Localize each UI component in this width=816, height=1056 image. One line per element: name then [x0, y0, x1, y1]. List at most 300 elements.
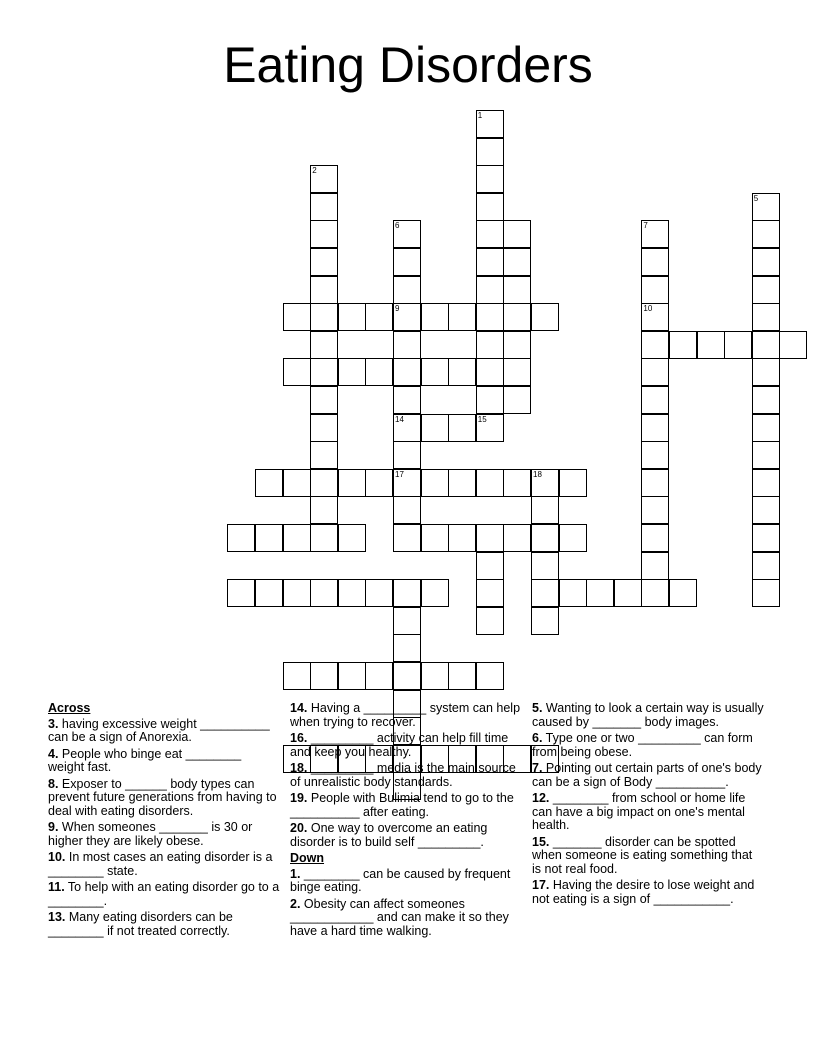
cell-letter-input[interactable]: [449, 663, 475, 689]
cell-letter-input[interactable]: [642, 277, 668, 303]
grid-cell[interactable]: [752, 579, 780, 607]
cell-letter-input[interactable]: [284, 525, 310, 551]
grid-cell[interactable]: [476, 165, 504, 193]
grid-cell[interactable]: [338, 469, 366, 497]
grid-cell[interactable]: [503, 220, 531, 248]
cell-letter-input[interactable]: [477, 249, 503, 275]
cell-letter-input[interactable]: [228, 525, 254, 551]
grid-cell[interactable]: [586, 579, 614, 607]
grid-cell[interactable]: [227, 579, 255, 607]
cell-letter-input[interactable]: [753, 332, 779, 358]
grid-cell[interactable]: [255, 579, 283, 607]
grid-cell[interactable]: [559, 524, 587, 552]
cell-letter-input[interactable]: [394, 249, 420, 275]
cell-letter-input[interactable]: [698, 332, 724, 358]
grid-cell[interactable]: [641, 331, 669, 359]
grid-cell[interactable]: [393, 441, 421, 469]
grid-cell[interactable]: [421, 469, 449, 497]
grid-cell[interactable]: [752, 386, 780, 414]
grid-cell[interactable]: [752, 220, 780, 248]
grid-cell[interactable]: [559, 579, 587, 607]
grid-cell[interactable]: [531, 524, 559, 552]
cell-letter-input[interactable]: [477, 608, 503, 634]
cell-letter-input[interactable]: [366, 470, 392, 496]
cell-letter-input[interactable]: [477, 221, 503, 247]
grid-cell[interactable]: [752, 441, 780, 469]
cell-letter-input[interactable]: [725, 332, 751, 358]
cell-letter-input[interactable]: [311, 277, 337, 303]
clue-text: ________ from school or home life can have a big impact on one's mental health.: [532, 791, 746, 832]
grid-cell[interactable]: [752, 358, 780, 386]
grid-cell[interactable]: [310, 220, 338, 248]
grid-cell[interactable]: [697, 331, 725, 359]
cell-letter-input[interactable]: [477, 553, 503, 579]
clue-number-label: 14: [395, 414, 404, 424]
cell-letter-input[interactable]: [504, 221, 530, 247]
grid-cell[interactable]: [641, 496, 669, 524]
grid-cell[interactable]: [476, 110, 504, 138]
grid-cell[interactable]: [310, 524, 338, 552]
cell-letter-input[interactable]: [753, 194, 779, 220]
grid-cell[interactable]: [310, 165, 338, 193]
grid-cell[interactable]: [641, 469, 669, 497]
clue-number-label: 10: [643, 304, 653, 314]
clue-number: 9.: [48, 820, 59, 834]
cell-letter-input[interactable]: [642, 221, 668, 247]
grid-cell[interactable]: [393, 358, 421, 386]
cell-letter-input[interactable]: [394, 470, 420, 496]
grid-cell[interactable]: [669, 579, 697, 607]
grid-cell[interactable]: [752, 414, 780, 442]
grid-cell[interactable]: [531, 303, 559, 331]
grid-cell[interactable]: [421, 414, 449, 442]
grid-cell[interactable]: [393, 607, 421, 635]
grid-cell[interactable]: [310, 331, 338, 359]
grid-cell[interactable]: [752, 193, 780, 221]
cell-letter-input[interactable]: [339, 359, 365, 385]
cell-letter-input[interactable]: [311, 359, 337, 385]
grid-cell[interactable]: [503, 276, 531, 304]
cell-letter-input[interactable]: [560, 470, 586, 496]
cell-letter-input[interactable]: [311, 221, 337, 247]
cell-letter-input[interactable]: [753, 580, 779, 606]
cell-letter-input[interactable]: [504, 525, 530, 551]
grid-cell[interactable]: [503, 331, 531, 359]
clue-text: Pointing out certain parts of one's body can be a sign of Body __________.: [532, 761, 762, 789]
cell-letter-input[interactable]: [311, 580, 337, 606]
grid-cell[interactable]: [724, 331, 752, 359]
grid-cell[interactable]: [476, 469, 504, 497]
grid-cell[interactable]: [448, 358, 476, 386]
grid-cell[interactable]: [227, 524, 255, 552]
cell-letter-input[interactable]: [753, 415, 779, 441]
cell-letter-input[interactable]: [449, 525, 475, 551]
cell-letter-input[interactable]: [477, 332, 503, 358]
cell-letter-input[interactable]: [339, 525, 365, 551]
grid-cell[interactable]: [448, 414, 476, 442]
cell-letter-input[interactable]: [366, 580, 392, 606]
cell-letter-input[interactable]: [422, 304, 448, 330]
cell-letter-input[interactable]: [256, 470, 282, 496]
cell-letter-input[interactable]: [642, 332, 668, 358]
cell-letter-input[interactable]: [753, 470, 779, 496]
grid-cell[interactable]: [503, 248, 531, 276]
cell-letter-input[interactable]: [366, 304, 392, 330]
grid-cell[interactable]: [503, 358, 531, 386]
cell-letter-input[interactable]: [311, 332, 337, 358]
grid-cell[interactable]: [476, 220, 504, 248]
cell-letter-input[interactable]: [394, 359, 420, 385]
cell-letter-input[interactable]: [394, 442, 420, 468]
cell-letter-input[interactable]: [339, 304, 365, 330]
grid-cell[interactable]: [641, 441, 669, 469]
cell-letter-input[interactable]: [753, 442, 779, 468]
cell-letter-input[interactable]: [394, 663, 420, 689]
cell-letter-input[interactable]: [311, 304, 337, 330]
grid-cell[interactable]: [476, 331, 504, 359]
grid-cell[interactable]: [752, 524, 780, 552]
grid-cell[interactable]: [393, 496, 421, 524]
grid-cell[interactable]: [421, 579, 449, 607]
grid-cell[interactable]: [310, 414, 338, 442]
grid-cell[interactable]: [641, 579, 669, 607]
clue-number-label: 9: [395, 304, 400, 314]
clue-number: 11.: [48, 880, 65, 894]
grid-cell[interactable]: [310, 579, 338, 607]
cell-letter-input[interactable]: [753, 221, 779, 247]
grid-cell[interactable]: [255, 469, 283, 497]
grid-cell[interactable]: [283, 662, 311, 690]
cell-letter-input[interactable]: [642, 525, 668, 551]
cell-letter-input[interactable]: [339, 470, 365, 496]
cell-letter-input[interactable]: [394, 387, 420, 413]
grid-cell[interactable]: [338, 358, 366, 386]
grid-cell[interactable]: [476, 138, 504, 166]
grid-cell[interactable]: [421, 358, 449, 386]
cell-letter-input[interactable]: [587, 580, 613, 606]
grid-cell[interactable]: [503, 524, 531, 552]
grid-cell[interactable]: [393, 662, 421, 690]
grid-cell[interactable]: [531, 469, 559, 497]
cell-letter-input[interactable]: [394, 332, 420, 358]
cell-letter-input[interactable]: [504, 470, 530, 496]
cell-letter-input[interactable]: [504, 332, 530, 358]
cell-letter-input[interactable]: [394, 277, 420, 303]
grid-cell[interactable]: [310, 662, 338, 690]
cell-letter-input[interactable]: [256, 525, 282, 551]
grid-cell[interactable]: [476, 248, 504, 276]
grid-cell[interactable]: [641, 303, 669, 331]
grid-cell[interactable]: [448, 662, 476, 690]
cell-letter-input[interactable]: [339, 580, 365, 606]
cell-letter-input[interactable]: [753, 249, 779, 275]
clue-item: [48, 911, 280, 938]
grid-cell[interactable]: [310, 496, 338, 524]
cell-letter-input[interactable]: [339, 663, 365, 689]
grid-cell[interactable]: [476, 276, 504, 304]
cell-letter-input[interactable]: [642, 442, 668, 468]
clue-item: [48, 851, 280, 878]
cell-letter-input[interactable]: [311, 497, 337, 523]
grid-cell[interactable]: [421, 662, 449, 690]
grid-cell[interactable]: [448, 303, 476, 331]
grid-cell[interactable]: [476, 552, 504, 580]
cell-letter-input[interactable]: [394, 635, 420, 661]
grid-cell[interactable]: [283, 358, 311, 386]
grid-cell[interactable]: [476, 414, 504, 442]
grid-cell[interactable]: [365, 303, 393, 331]
grid-cell[interactable]: [531, 607, 559, 635]
grid-cell[interactable]: [393, 414, 421, 442]
cell-letter-input[interactable]: [642, 359, 668, 385]
grid-cell[interactable]: [310, 386, 338, 414]
cell-letter-input[interactable]: [394, 497, 420, 523]
grid-cell[interactable]: [641, 386, 669, 414]
grid-cell[interactable]: [421, 524, 449, 552]
grid-cell[interactable]: [476, 607, 504, 635]
grid-cell[interactable]: [283, 303, 311, 331]
cell-letter-input[interactable]: [753, 304, 779, 330]
cell-letter-input[interactable]: [642, 387, 668, 413]
grid-cell[interactable]: [531, 579, 559, 607]
cell-letter-input[interactable]: [504, 304, 530, 330]
clue-number: 13.: [48, 910, 66, 924]
cell-letter-input[interactable]: [311, 470, 337, 496]
cell-letter-input[interactable]: [366, 359, 392, 385]
grid-cell[interactable]: [365, 358, 393, 386]
grid-cell[interactable]: [338, 579, 366, 607]
grid-cell[interactable]: [255, 524, 283, 552]
clue-item: [48, 748, 280, 775]
cell-letter-input[interactable]: [532, 553, 558, 579]
grid-cell[interactable]: [310, 441, 338, 469]
cell-letter-input[interactable]: [753, 277, 779, 303]
cell-letter-input[interactable]: [477, 387, 503, 413]
grid-cell[interactable]: [476, 524, 504, 552]
cell-letter-input[interactable]: [256, 580, 282, 606]
cell-letter-input[interactable]: [311, 387, 337, 413]
cell-letter-input[interactable]: [311, 194, 337, 220]
cell-letter-input[interactable]: [753, 359, 779, 385]
cell-letter-input[interactable]: [422, 415, 448, 441]
grid-cell[interactable]: [641, 358, 669, 386]
cell-letter-input[interactable]: [477, 111, 503, 137]
cell-letter-input[interactable]: [642, 415, 668, 441]
grid-cell[interactable]: [752, 496, 780, 524]
grid-cell[interactable]: [393, 303, 421, 331]
grid-cell[interactable]: [641, 414, 669, 442]
cell-letter-input[interactable]: [311, 442, 337, 468]
cell-letter-input[interactable]: [284, 470, 310, 496]
grid-cell[interactable]: [641, 524, 669, 552]
grid-cell[interactable]: [310, 303, 338, 331]
grid-cell[interactable]: [752, 276, 780, 304]
cell-letter-input[interactable]: [753, 387, 779, 413]
clue-text: Wanting to look a certain way is usually caused by _______ body images.: [532, 701, 764, 729]
cell-letter-input[interactable]: [284, 663, 310, 689]
grid-cell[interactable]: [476, 358, 504, 386]
grid-cell[interactable]: [559, 469, 587, 497]
cell-letter-input[interactable]: [422, 580, 448, 606]
grid-cell[interactable]: [310, 193, 338, 221]
clue-item: [290, 732, 522, 759]
cell-letter-input[interactable]: [532, 608, 558, 634]
grid-cell[interactable]: [641, 552, 669, 580]
grid-cell[interactable]: [448, 524, 476, 552]
cell-letter-input[interactable]: [477, 304, 503, 330]
grid-cell[interactable]: [393, 634, 421, 662]
cell-letter-input[interactable]: [642, 580, 668, 606]
grid-cell[interactable]: [393, 331, 421, 359]
grid-cell[interactable]: [752, 331, 780, 359]
grid-cell[interactable]: [283, 524, 311, 552]
grid-cell[interactable]: [283, 469, 311, 497]
cell-letter-input[interactable]: [532, 470, 558, 496]
cell-letter-input[interactable]: [642, 497, 668, 523]
cell-letter-input[interactable]: [284, 580, 310, 606]
page-title: Eating Disorders: [223, 37, 593, 93]
cell-letter-input[interactable]: [670, 580, 696, 606]
grid-cell[interactable]: [752, 469, 780, 497]
cell-letter-input[interactable]: [449, 470, 475, 496]
cell-letter-input[interactable]: [422, 470, 448, 496]
grid-cell[interactable]: [476, 386, 504, 414]
grid-cell[interactable]: [338, 524, 366, 552]
cell-letter-input[interactable]: [532, 525, 558, 551]
cell-letter-input[interactable]: [780, 332, 806, 358]
grid-cell[interactable]: [752, 552, 780, 580]
grid-cell[interactable]: [310, 469, 338, 497]
cell-letter-input[interactable]: [477, 139, 503, 165]
cell-letter-input[interactable]: [642, 304, 668, 330]
clue-text: ________ can be caused by frequent binge eating.: [290, 866, 511, 894]
cell-letter-input[interactable]: [311, 415, 337, 441]
cell-letter-input[interactable]: [284, 304, 310, 330]
grid-cell[interactable]: [338, 303, 366, 331]
grid-cell[interactable]: [393, 524, 421, 552]
cell-letter-input[interactable]: [284, 359, 310, 385]
cell-letter-input[interactable]: [394, 525, 420, 551]
cell-letter-input[interactable]: [532, 304, 558, 330]
cell-letter-input[interactable]: [477, 415, 503, 441]
clue-number-label: 17: [395, 469, 404, 479]
cell-letter-input[interactable]: [532, 580, 558, 606]
cell-letter-input[interactable]: [670, 332, 696, 358]
grid-cell[interactable]: [393, 386, 421, 414]
cell-letter-input[interactable]: [477, 194, 503, 220]
grid-cell[interactable]: [393, 276, 421, 304]
grid-cell[interactable]: [503, 469, 531, 497]
grid-cell[interactable]: [338, 662, 366, 690]
grid-cell[interactable]: [365, 662, 393, 690]
grid-cell[interactable]: [310, 358, 338, 386]
cell-letter-input[interactable]: [228, 580, 254, 606]
grid-cell[interactable]: [503, 386, 531, 414]
clue-number: 20.: [290, 821, 308, 835]
cell-letter-input[interactable]: [504, 359, 530, 385]
cell-letter-input[interactable]: [477, 166, 503, 192]
grid-cell[interactable]: [476, 662, 504, 690]
grid-cell[interactable]: [393, 469, 421, 497]
cell-letter-input[interactable]: [504, 249, 530, 275]
grid-cell[interactable]: [476, 579, 504, 607]
cell-letter-input[interactable]: [642, 470, 668, 496]
grid-cell[interactable]: [310, 276, 338, 304]
cell-letter-input[interactable]: [311, 166, 337, 192]
cell-letter-input[interactable]: [449, 359, 475, 385]
grid-cell[interactable]: [614, 579, 642, 607]
cell-letter-input[interactable]: [477, 359, 503, 385]
grid-cell[interactable]: [641, 220, 669, 248]
clue-item: [48, 718, 280, 745]
grid-cell[interactable]: [448, 469, 476, 497]
grid-cell[interactable]: [503, 303, 531, 331]
grid-cell[interactable]: [365, 579, 393, 607]
cell-letter-input[interactable]: [477, 663, 503, 689]
grid-cell[interactable]: [752, 248, 780, 276]
cell-letter-input[interactable]: [449, 304, 475, 330]
grid-cell[interactable]: [531, 496, 559, 524]
cell-letter-input[interactable]: [422, 359, 448, 385]
cell-letter-input[interactable]: [366, 663, 392, 689]
cell-letter-input[interactable]: [311, 663, 337, 689]
cell-letter-input[interactable]: [394, 415, 420, 441]
cell-letter-input[interactable]: [311, 249, 337, 275]
grid-cell[interactable]: [641, 248, 669, 276]
cell-letter-input[interactable]: [394, 608, 420, 634]
cell-letter-input[interactable]: [449, 415, 475, 441]
grid-cell[interactable]: [310, 248, 338, 276]
cell-letter-input[interactable]: [477, 277, 503, 303]
cell-letter-input[interactable]: [311, 525, 337, 551]
cell-letter-input[interactable]: [753, 525, 779, 551]
cell-letter-input[interactable]: [477, 525, 503, 551]
grid-cell[interactable]: [476, 193, 504, 221]
cell-letter-input[interactable]: [477, 580, 503, 606]
cell-letter-input[interactable]: [477, 470, 503, 496]
grid-cell[interactable]: [779, 331, 807, 359]
cell-letter-input[interactable]: [422, 525, 448, 551]
clue-text: Obesity can affect someones ____________ and can make it so they have a hard time walking.: [290, 896, 509, 938]
cell-letter-input[interactable]: [504, 277, 530, 303]
cell-letter-input[interactable]: [560, 525, 586, 551]
cell-letter-input[interactable]: [753, 497, 779, 523]
cell-letter-input[interactable]: [615, 580, 641, 606]
grid-cell[interactable]: [365, 469, 393, 497]
cell-letter-input[interactable]: [394, 221, 420, 247]
cell-letter-input[interactable]: [394, 304, 420, 330]
cell-letter-input[interactable]: [642, 553, 668, 579]
cell-letter-input[interactable]: [532, 497, 558, 523]
grid-cell[interactable]: [393, 248, 421, 276]
grid-cell[interactable]: [393, 579, 421, 607]
cell-letter-input[interactable]: [394, 580, 420, 606]
grid-cell[interactable]: [476, 303, 504, 331]
cell-letter-input[interactable]: [753, 553, 779, 579]
grid-cell[interactable]: [393, 220, 421, 248]
grid-cell[interactable]: [669, 331, 697, 359]
cell-letter-input[interactable]: [642, 249, 668, 275]
cell-letter-input[interactable]: [422, 663, 448, 689]
cell-letter-input[interactable]: [560, 580, 586, 606]
grid-cell[interactable]: [531, 552, 559, 580]
clue-text: Having the desire to lose weight and not eating is a sign of ___________.: [532, 878, 755, 906]
grid-cell[interactable]: [752, 303, 780, 331]
grid-cell[interactable]: [421, 303, 449, 331]
grid-cell[interactable]: [641, 276, 669, 304]
cell-letter-input[interactable]: [504, 387, 530, 413]
grid-cell[interactable]: [283, 579, 311, 607]
